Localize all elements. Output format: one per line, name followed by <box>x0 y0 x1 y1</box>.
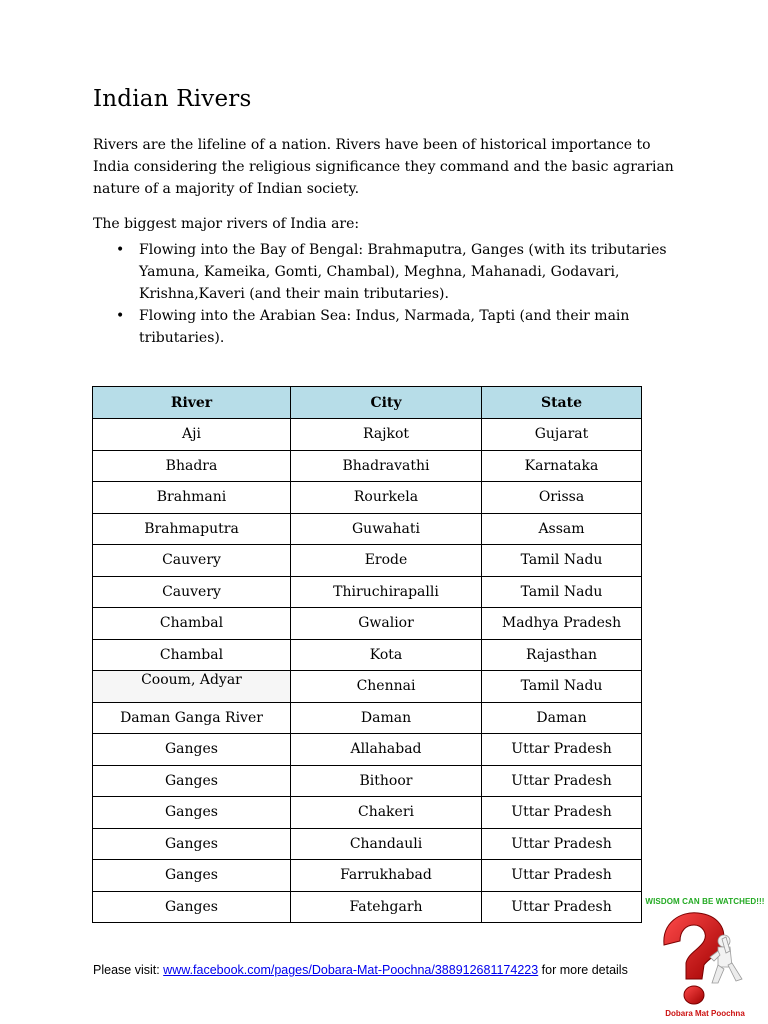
intro-paragraph: Rivers are the lifeline of a nation. Rivers have been of historical importance to India considering the religious significance they command and the basic agrarian nature of a majority of Indian society. <box>93 137 674 197</box>
cell-city: Rourkela <box>291 482 482 514</box>
rivers-table-container <box>92 386 642 923</box>
cell-state: Uttar Pradesh <box>482 891 642 923</box>
cell-river: Cauvery <box>93 576 291 608</box>
cell-city: Farrukhabad <box>291 860 482 892</box>
cell-river: Ganges <box>93 797 291 829</box>
table-row <box>93 734 642 766</box>
cell-city: Fatehgarh <box>291 891 482 923</box>
cell-state: Uttar Pradesh <box>482 828 642 860</box>
cell-river: Brahmani <box>93 482 291 514</box>
cell-river: Ganges <box>93 828 291 860</box>
cell-state: Uttar Pradesh <box>482 797 642 829</box>
footer-suffix: for more details <box>538 963 628 977</box>
cell-city: Rajkot <box>291 419 482 451</box>
table-row <box>93 419 642 451</box>
cell-state: Orissa <box>482 482 642 514</box>
cell-city: Allahabad <box>291 734 482 766</box>
logo-tagline: WISDOM CAN BE WATCHED!!! <box>645 897 765 906</box>
table-row <box>93 482 642 514</box>
cell-state: Tamil Nadu <box>482 545 642 577</box>
table-row <box>93 576 642 608</box>
cell-state: Tamil Nadu <box>482 576 642 608</box>
cell-river: Cauvery <box>93 545 291 577</box>
cell-state: Rajasthan <box>482 639 642 671</box>
cell-state: Madhya Pradesh <box>482 608 642 640</box>
cell-city: Daman <box>291 702 482 734</box>
table-row <box>93 860 642 892</box>
dobara-mat-poochna-logo <box>644 895 766 1024</box>
footer-prefix: Please visit: <box>93 963 164 977</box>
cell-city: Bithoor <box>291 765 482 797</box>
cell-river: Cooum, Adyar <box>93 671 291 703</box>
table-row <box>93 828 642 860</box>
cell-city: Chakeri <box>291 797 482 829</box>
cell-river: Brahmaputra <box>93 513 291 545</box>
cell-river: Daman Ganga River <box>93 702 291 734</box>
header-river: River <box>93 387 291 419</box>
cell-river: Chambal <box>93 608 291 640</box>
cell-city: Guwahati <box>291 513 482 545</box>
logo-name: Dobara Mat Poochna <box>665 1009 745 1018</box>
cell-state: Uttar Pradesh <box>482 734 642 766</box>
header-city: City <box>291 387 482 419</box>
table-row <box>93 513 642 545</box>
cell-river: Ganges <box>93 891 291 923</box>
cell-state: Tamil Nadu <box>482 671 642 703</box>
table-row <box>93 797 642 829</box>
cell-river: Ganges <box>93 734 291 766</box>
table-row <box>93 702 642 734</box>
table-row <box>93 608 642 640</box>
table-row <box>93 671 642 703</box>
cell-city: Thiruchirapalli <box>291 576 482 608</box>
cell-city: Chandauli <box>291 828 482 860</box>
cell-state: Karnataka <box>482 450 642 482</box>
header-state: State <box>482 387 642 419</box>
cell-river: Bhadra <box>93 450 291 482</box>
table-row <box>93 891 642 923</box>
question-mark-figure-icon <box>652 907 758 1009</box>
table-row <box>93 450 642 482</box>
footer <box>93 963 628 977</box>
rivers-table <box>92 386 642 923</box>
bullet-item-bay-of-bengal: • Flowing into the Bay of Bengal: Brahmaputra, Ganges (with its tributaries Yamuna, Kameika, Gomti, Chambal), Meghna, Mahanadi, Godavari, Krishna,Kaveri (and their main tributaries). <box>139 239 709 305</box>
cell-state: Uttar Pradesh <box>482 860 642 892</box>
cell-city: Kota <box>291 639 482 671</box>
cell-river: Aji <box>93 419 291 451</box>
rivers-bullet-list <box>93 239 709 349</box>
cell-city: Erode <box>291 545 482 577</box>
facebook-page-link[interactable]: www.facebook.com/pages/Dobara-Mat-Poochna/388912681174223 <box>163 963 539 977</box>
table-row <box>93 765 642 797</box>
page-title: Indian Rivers <box>93 86 252 112</box>
table-row <box>93 639 642 671</box>
rivers-lead-text: The biggest major rivers of India are: <box>93 216 360 232</box>
cell-city: Bhadravathi <box>291 450 482 482</box>
cell-state: Assam <box>482 513 642 545</box>
cell-city: Chennai <box>291 671 482 703</box>
bullet-item-arabian-sea: • Flowing into the Arabian Sea: Indus, Narmada, Tapti (and their main tributaries). <box>139 305 709 349</box>
cell-river: Ganges <box>93 860 291 892</box>
cell-state: Gujarat <box>482 419 642 451</box>
table-row <box>93 545 642 577</box>
cell-state: Uttar Pradesh <box>482 765 642 797</box>
cell-river: Ganges <box>93 765 291 797</box>
cell-river: Chambal <box>93 639 291 671</box>
cell-state: Daman <box>482 702 642 734</box>
table-header-row <box>93 387 642 419</box>
cell-city: Gwalior <box>291 608 482 640</box>
